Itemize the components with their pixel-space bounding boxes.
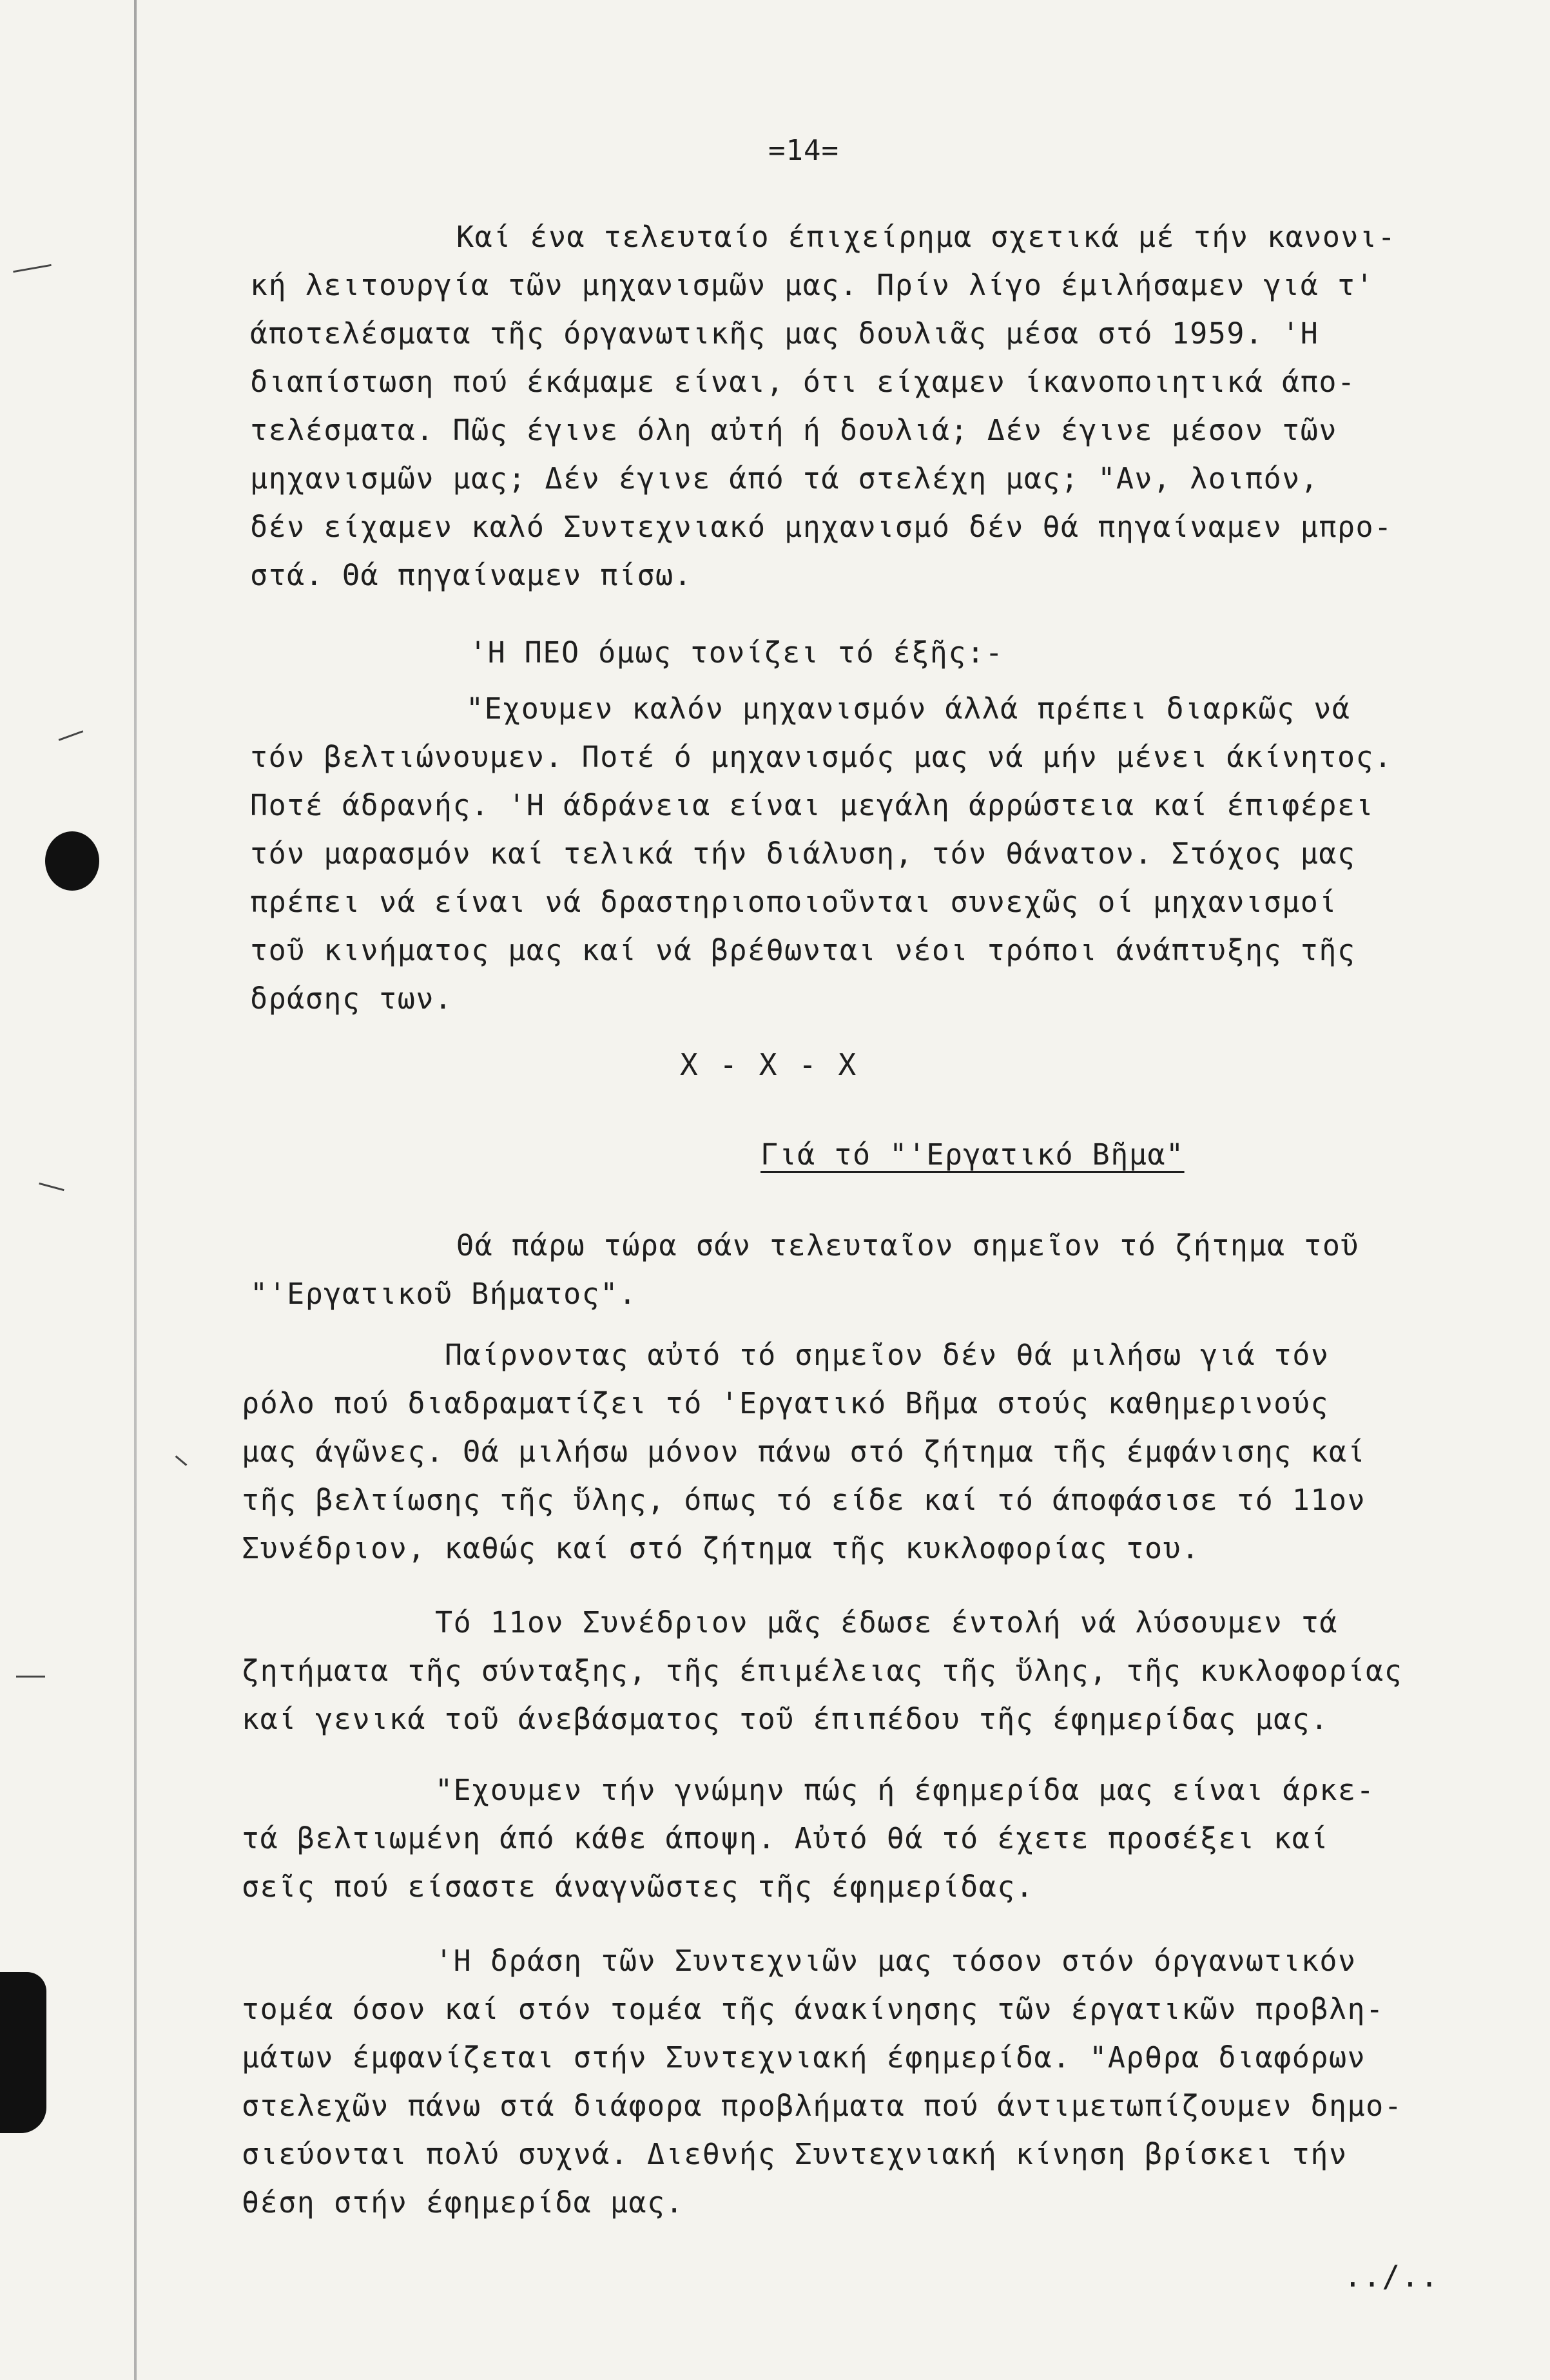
margin-mark: [16, 1676, 45, 1678]
section-separator: X - X - X: [680, 1047, 858, 1082]
punch-hole: [45, 831, 99, 891]
page-edge-line: [134, 0, 137, 2380]
margin-mark: [39, 1183, 64, 1191]
paragraph-3: "Εχουμεν καλόν μηχανισμόν άλλά πρέπει διαρκῶς νά τόν βελτιώνουμεν. Ποτέ ό μηχανισμός μας νά μήν μένει άκίνητος. Ποτέ άδρανής. 'Η άδράνεια είναι μεγάλη άρρώστεια καί έπιφέρει τόν μαρασμόν καί τελικά τήν διάλυση, τόν θάνατον. Στόχος μας πρέπει νά είναι νά δραστηριοποιοῦνται συνεχῶς οί μηχανισμοί τοῦ κινήματος μας καί νά βρέθωνται νέοι τρόποι άνάπτυξης τῆς δράσης των.: [250, 692, 1393, 1016]
paragraph-2: 'Η ΠΕΟ όμως τονίζει τό έξῆς:-: [469, 635, 1004, 670]
paragraph-6: Τό 11ον Συνέδριον μᾶς έδωσε έντολή νά λύσουμεν τά ζητήματα τῆς σύνταξης, τῆς έπιμέλειας τῆς ὕλης, τῆς κυκλοφορίας καί γενικά τοῦ άνεβάσματος τοῦ έπιπέδου τῆς έφημερίδας μας.: [242, 1605, 1403, 1736]
margin-mark: [59, 730, 84, 741]
paragraph-1: Καί ένα τελευταίο έπιχείρημα σχετικά μέ τήν κανονι- κή λειτουργία τῶν μηχανισμῶν μας. Πρίν λίγο έμιλήσαμεν γιά τ' άποτελέσματα τῆς όργανωτικῆς μας δουλιᾶς μέσα στό 1959. 'Η διαπίστωση πού έκάμαμε είναι, ότι είχαμεν ίκανοποιητικά άπο- τελέσματα. Πῶς έγινε όλη αὐτή ή δουλιά; Δέν έγινε μέσον τῶν μηχανισμῶν μας; Δέν έγινε άπό τά στελέχη μας; "Αν, λοιπόν, δέν είχαμεν καλό Συντεχνιακό μηχανισμό δέν θά πηγαίναμεν μπρο- στά. Θά πηγαίναμεν πίσω.: [250, 220, 1397, 592]
page-number: =14=: [768, 134, 839, 167]
paragraph-7: "Εχουμεν τήν γνώμην πώς ή έφημερίδα μας είναι άρκε- τά βελτιωμένη άπό κάθε άποψη. Αὐτό θά τό έχετε προσέξει καί σεῖς πού είσαστε άναγνῶστες τῆς έφημερίδας.: [242, 1773, 1375, 1904]
margin-mark: [13, 264, 52, 273]
paragraph-5: Παίρνοντας αὐτό τό σημεῖον δέν θά μιλήσω γιά τόν ρόλο πού διαδραματίζει τό 'Εργατικό Βῆμα στούς καθημερινούς μας άγῶνες. Θά μιλήσω μόνον πάνω στό ζήτημα τῆς έμφάνισης καί τῆς βελτίωσης τῆς ὕλης, όπως τό είδε καί τό άποφάσισε τό 11ον Συνέδριον, καθώς καί στό ζήτημα τῆς κυκλοφορίας του.: [242, 1338, 1366, 1565]
section-heading: Γιά τό "'Εργατικό Βῆμα": [760, 1137, 1185, 1172]
paragraph-8: 'Η δράση τῶν Συντεχνιῶν μας τόσον στόν όργανωτικόν τομέα όσον καί στόν τομέα τῆς άνακίνησης τῶν έργατικῶν προβλη- μάτων έμφανίζεται στήν Συντεχνιακή έφημερίδα. "Αρθρα διαφόρων στελεχῶν πάνω στά διάφορα προβλήματα πού άντιμετωπίζουμεν δημο- σιεύονται πολύ συχνά. Διεθνής Συντεχνιακή κίνηση βρίσκει τήν θέση στήν έφημερίδα μας.: [242, 1944, 1403, 2220]
paragraph-4: Θά πάρω τώρα σάν τελευταῖον σημεῖον τό ζήτημα τοῦ "'Εργατικοῦ Βήματος".: [250, 1228, 1360, 1311]
margin-mark: [175, 1455, 188, 1466]
continuation-mark: ../..: [1344, 2259, 1440, 2294]
binder-clip-shadow: [0, 1972, 46, 2133]
